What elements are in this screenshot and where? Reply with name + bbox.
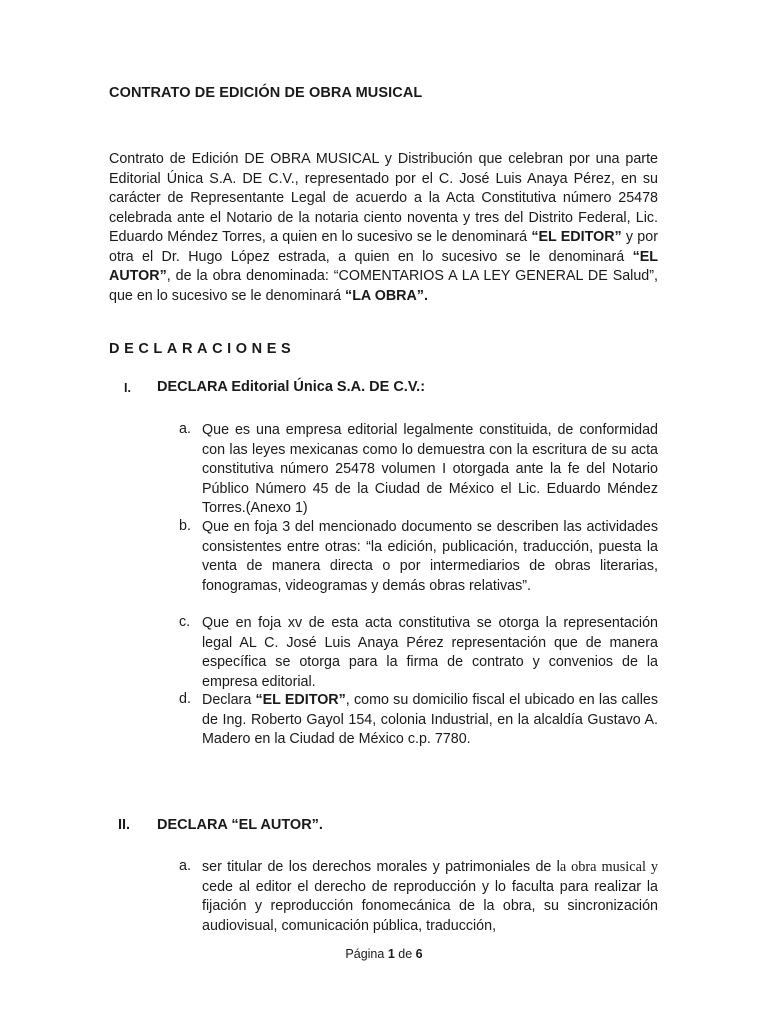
section-2-number: II. [118,817,131,833]
item-1c-text: Que en foja xv de esta acta constitutiva se otorga la representación legal AL C. José Luis Anaya Pérez representación que de manera específica se otorga para la firma de contrato y convenios de la empresa editorial. [202,615,658,690]
item-2a-text-after: cede al editor el derecho de reproducción y lo faculta para realizar la fijación y reproducción fonomecánica de la obra, su sincronización audiovisual, comunicación pública, traducción, [202,878,658,934]
item-1d-text-after: , como su domicilio fiscal el ubicado en las calles de Ing. Roberto Gayol 154, colonia Industrial, en la alcaldía Gustavo A. Madero en la Ciudad de México c.p. 7780. [202,692,658,747]
footer-current-page: 1 [387,947,395,961]
item-1d-text [202,691,658,750]
autor-term: “EL AUTOR” [109,248,658,284]
document-title: CONTRATO DE EDICIÓN DE OBRA MUSICAL [109,85,423,101]
item-1a-letter: a. [179,421,191,437]
footer-prefix: Página [345,947,388,961]
item-1d-editor-term: “EL EDITOR” [255,692,346,708]
item-2a-serif-text: a obra musical y [559,859,658,875]
editor-term: “EL EDITOR” [531,229,622,245]
item-1d-text-before: Declara [202,692,256,708]
intro-text-1: Contrato de Edición DE OBRA MUSICAL y Distribución que celebran por una parte Editorial Única S.A. DE C.V., representado por el C. José Luis Anaya Pérez, en su carácter de Representante Legal de acuerdo a la Acta Constitutiva número 25478 celebrada ante el Notario de la notaria ciento noventa y tres del Distrito Federal, Lic. Eduardo Méndez Torres, a quien en lo sucesivo se le denominará [109,151,658,245]
intro-paragraph [109,150,658,306]
item-1b-text: Que en foja 3 del mencionado documento se describen las actividades consistentes entre otras: “la edición, publicación, traducción, puesta la venta de manera directa o por intermediarios de obras literarias, fonogramas, videogramas y demás obras relativas”. [202,519,658,594]
item-1c-letter: c. [179,614,191,630]
declaraciones-heading: DECLARACIONES [109,341,296,357]
section-1-heading: DECLARA Editorial Única S.A. DE C.V.: [157,379,426,395]
section-2-heading: DECLARA “EL AUTOR”. [157,817,323,833]
section-1-number: I. [124,381,131,395]
item-1d-letter: d. [179,691,191,707]
item-2a-text-before: ser titular de los derechos morales y patrimoniales de l [202,859,560,875]
intro-text-2: y por otra el Dr. Hugo López estrada, a quien en lo sucesivo se le denominará [109,229,658,265]
footer-total-pages: 6 [415,947,423,961]
obra-term: “LA OBRA”. [345,287,428,304]
item-2a-letter: a. [179,858,191,874]
item-2a-text [202,858,658,936]
item-1a-text: Que es una empresa editorial legalmente constituida, de conformidad con las leyes mexicanas como lo demuestra con la escritura de su acta constitutiva número 25478 volumen I otorgada ante la fe del Notario Público Número 45 de la Ciudad de México el Lic. Eduardo Méndez Torres.(Anexo 1) [202,422,658,516]
footer-middle: de [394,947,416,961]
item-1b-letter: b. [179,518,191,534]
intro-text-3: , de la obra denominada: “COMENTARIOS A LA LEY GENERAL DE Salud”, que en lo sucesivo se le denominará [109,268,658,304]
page-footer [0,947,768,961]
